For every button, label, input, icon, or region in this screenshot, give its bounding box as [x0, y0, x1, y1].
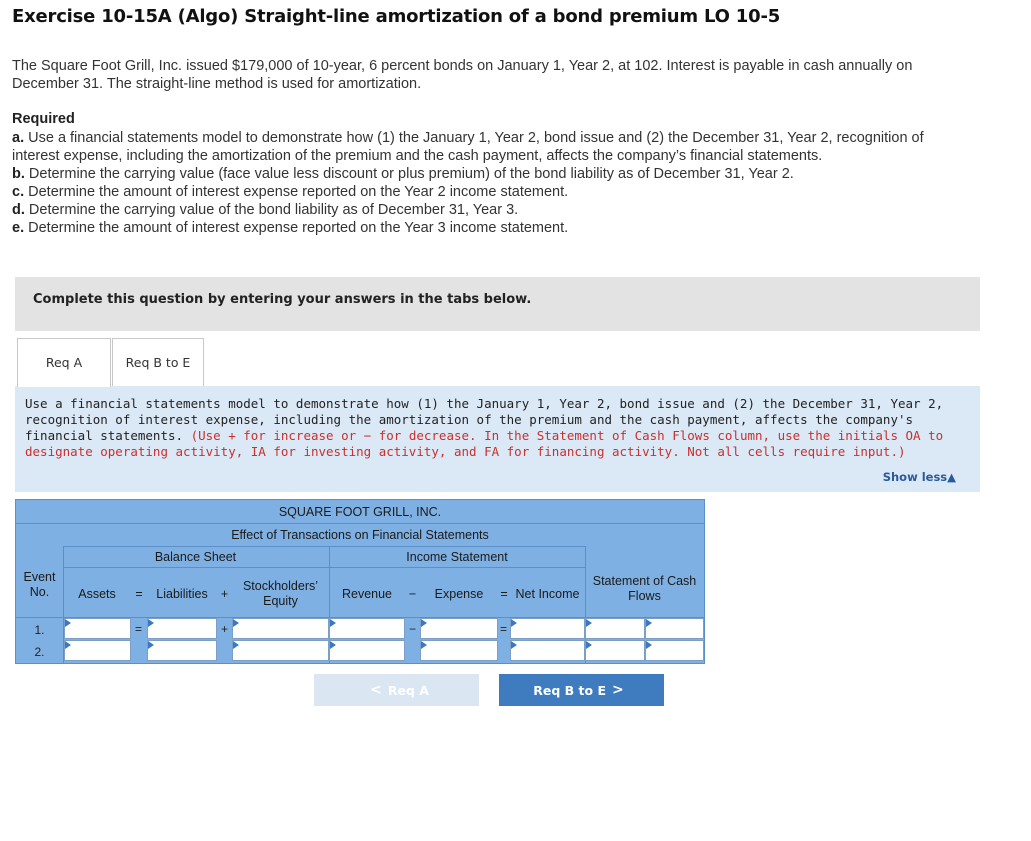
row2-assets-input[interactable] — [64, 640, 131, 661]
company-name: SQUARE FOOT GRILL, INC. — [278, 504, 442, 519]
col-cash-flows: Statement of Cash Flows — [592, 574, 697, 603]
row1-op-equals: = — [135, 622, 143, 636]
tab-panel — [15, 386, 980, 492]
row2-cash-flow-amount-input[interactable] — [585, 640, 645, 661]
row2-liabilities-input[interactable] — [147, 640, 217, 661]
row1-expense-input[interactable] — [420, 618, 498, 639]
row1-equity-input[interactable] — [232, 618, 329, 639]
tab-req-a[interactable]: Req A — [17, 338, 111, 387]
row2-revenue-input[interactable] — [329, 640, 405, 661]
col-event: Event No. — [23, 570, 56, 599]
op-plus-header: + — [220, 586, 229, 601]
instructions-note: (Use + for increase or − for decrease. In the Statement of Cash Flows column, use the initials OA to designate operating activity, IA for investing activity, and FA for financing activity. Not all cells require input.) — [25, 428, 944, 459]
required-item-d: d. Determine the carrying value of the bond liability as of December 31, Year 3. — [12, 202, 519, 218]
row1-revenue-input[interactable] — [329, 618, 405, 639]
row1-assets-input[interactable] — [64, 618, 131, 639]
required-item-e: e. Determine the amount of interest expense reported on the Year 3 income statement. — [12, 220, 569, 236]
row2-cash-flow-activity-input[interactable] — [645, 640, 704, 661]
op-minus-header: − — [408, 586, 417, 601]
row1-cash-flow-amount-input[interactable] — [585, 618, 645, 639]
row2-equity-input[interactable] — [232, 640, 329, 661]
required-heading: Required — [12, 111, 75, 127]
col-assets: Assets — [78, 586, 116, 601]
problem-intro: The Square Foot Grill, Inc. issued $179,000 of 10-year, 6 percent bonds on January 1, Year 2, at 102. Interest is payable in cash annually on December 31. The straight-line method is used for amortization. — [12, 58, 913, 92]
chevron-left-icon: < — [370, 682, 382, 698]
instructions-banner — [15, 277, 980, 331]
banner-text: Complete this question by entering your answers in the tabs below. — [33, 292, 532, 307]
show-less-link[interactable]: Show less▲ — [882, 470, 956, 484]
required-item-c: c. Determine the amount of interest expense reported on the Year 2 income statement. — [12, 184, 569, 200]
op-equals-header-2: = — [500, 586, 508, 601]
col-revenue: Revenue — [341, 586, 393, 601]
panel-instructions — [25, 396, 970, 460]
row2-net-income-input[interactable] — [510, 640, 585, 661]
required-list — [12, 129, 962, 237]
triangle-up-icon: ▲ — [947, 470, 956, 484]
table-subtitle: Effect of Transactions on Financial Statements — [231, 527, 489, 542]
event-number-2: 2. — [34, 645, 45, 659]
row2-expense-input[interactable] — [420, 640, 498, 661]
row1-op-equals-2: = — [500, 622, 508, 636]
col-liabilities: Liabilities — [156, 586, 208, 601]
row1-op-minus: − — [409, 622, 417, 636]
col-equity: Stockholders’ Equity — [242, 579, 319, 608]
balance-sheet-header: Balance Sheet — [154, 549, 237, 564]
col-net-income: Net Income — [515, 586, 580, 601]
row1-net-income-input[interactable] — [510, 618, 585, 639]
row1-liabilities-input[interactable] — [147, 618, 217, 639]
page-title: Exercise 10-15A (Algo) Straight-line amortization of a bond premium LO 10-5 — [12, 6, 781, 27]
col-expense: Expense — [434, 586, 484, 601]
row1-cash-flow-activity-input[interactable] — [645, 618, 704, 639]
required-item-a: a. Use a financial statements model to demonstrate how (1) the January 1, Year 2, bond issue and (2) the December 31, Year 2, recognition of interest expense, including the amortization of the premium and the cash payment, affects the company’s financial statements. — [12, 130, 924, 164]
row1-op-plus: + — [221, 622, 229, 636]
tab-req-b-to-e[interactable]: Req B to E — [112, 338, 204, 386]
event-number-1: 1. — [34, 623, 45, 637]
required-item-b: b. Determine the carrying value (face value less discount or plus premium) of the bond liability as of December 31, Year 2. — [12, 166, 794, 182]
financial-statements-table — [15, 499, 705, 664]
chevron-right-icon: > — [612, 682, 624, 698]
next-req-button[interactable]: Req B to E > — [499, 674, 664, 706]
op-equals-header: = — [135, 586, 143, 601]
instructions-main: Use a financial statements model to demonstrate how (1) the January 1, Year 2, bond issue and (2) the December 31, Year 2, recognition of interest expense, including the amortization of the premium and the cash payment, affects the company's financial statements. — [25, 396, 944, 443]
income-statement-header: Income Statement — [406, 549, 508, 564]
prev-req-button[interactable]: < Req A — [314, 674, 479, 706]
